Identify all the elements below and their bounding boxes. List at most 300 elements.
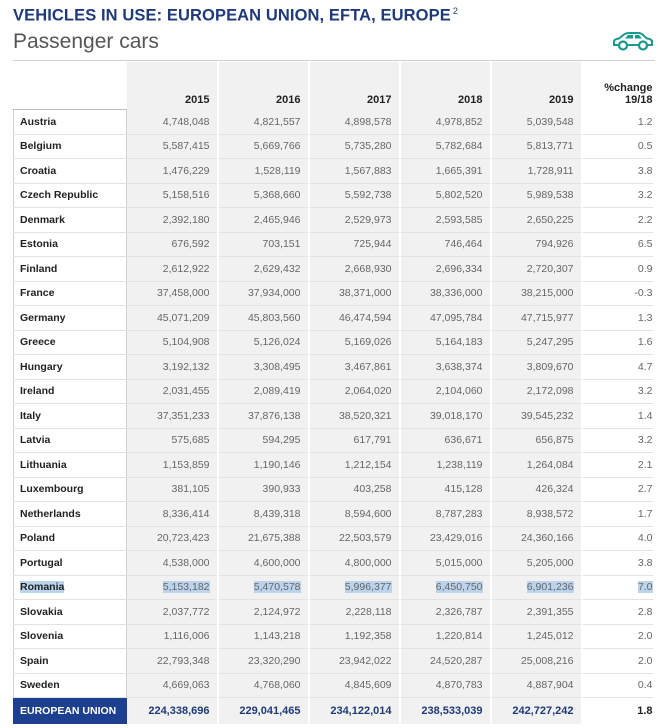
value-cell-text: 5,153,182 — [162, 581, 210, 594]
value-cell-text: 37,458,000 — [156, 287, 210, 300]
value-cell — [400, 183, 491, 208]
value-cell-text: 5,996,377 — [344, 581, 392, 594]
value-cell — [218, 477, 309, 502]
value-cell-text: 37,351,233 — [156, 409, 210, 422]
value-cell-text: 47,095,784 — [429, 311, 483, 324]
value-cell — [218, 526, 309, 551]
pct-change-cell-text: 1.7 — [637, 507, 653, 520]
value-cell-text: 725,944 — [353, 238, 392, 251]
value-cell-text: 22,793,348 — [156, 654, 210, 667]
table-row — [14, 281, 653, 306]
value-cell-text: 23,429,016 — [429, 532, 483, 545]
value-cell — [127, 281, 218, 306]
value-cell — [491, 257, 582, 282]
country-name-cell-text: Belgium — [20, 140, 62, 153]
total-value-cell — [400, 698, 491, 725]
value-cell-text: 381,105 — [171, 483, 210, 496]
country-name-cell — [14, 477, 127, 502]
pct-change-cell — [582, 306, 653, 331]
value-cell-text: 1,476,229 — [162, 164, 210, 177]
value-cell-text: 2,104,060 — [435, 385, 483, 398]
pct-change-cell — [582, 232, 653, 257]
country-name-cell-text: Denmark — [20, 213, 65, 226]
country-name-cell — [14, 673, 127, 698]
value-cell-text: 22,503,579 — [338, 532, 392, 545]
pct-change-cell — [582, 551, 653, 576]
value-cell-text: 1,264,084 — [526, 458, 574, 471]
country-name-cell — [14, 526, 127, 551]
table-row — [14, 232, 653, 257]
value-cell-text: 2,228,118 — [345, 605, 392, 618]
value-cell — [127, 159, 218, 184]
pct-change-cell-text: 0.4 — [637, 679, 653, 692]
value-cell — [218, 355, 309, 380]
pct-change-cell-text: -0.3 — [634, 287, 653, 300]
value-cell — [400, 355, 491, 380]
value-cell — [218, 306, 309, 331]
value-cell-text: 2,392,180 — [162, 213, 210, 226]
value-cell-text: 1,143,218 — [253, 630, 301, 643]
value-cell — [127, 134, 218, 159]
country-name-cell-text: Czech Republic — [20, 189, 99, 202]
table-row — [14, 306, 653, 331]
total-value-cell — [218, 698, 309, 725]
value-cell-text: 2,696,334 — [435, 262, 483, 275]
total-value-cell — [491, 698, 582, 725]
value-cell — [218, 502, 309, 527]
value-cell — [218, 624, 309, 649]
value-cell-text: 5,735,280 — [344, 140, 392, 153]
pct-change-cell — [582, 477, 653, 502]
value-cell-text: 4,600,000 — [253, 556, 301, 569]
value-cell-text: 4,821,557 — [253, 115, 301, 128]
value-cell-text: 575,685 — [171, 434, 210, 447]
pct-change-cell-text: 6.5 — [637, 238, 653, 251]
table-row — [14, 330, 653, 355]
value-cell-text: 3,467,861 — [344, 360, 392, 373]
pct-change-cell — [582, 502, 653, 527]
country-name-cell-text: Poland — [20, 532, 56, 545]
value-cell — [400, 404, 491, 429]
total-name-cell-text: EUROPEAN UNION — [20, 705, 117, 717]
page-title — [13, 6, 458, 26]
value-cell — [491, 232, 582, 257]
country-name-cell — [14, 281, 127, 306]
value-cell-text: 4,870,783 — [435, 679, 483, 692]
value-cell-text: 2,031,455 — [162, 385, 210, 398]
value-cell — [218, 673, 309, 698]
value-cell-text: 4,898,578 — [344, 115, 392, 128]
value-cell — [127, 330, 218, 355]
value-cell-text: 676,592 — [171, 238, 210, 251]
value-cell — [309, 428, 400, 453]
value-cell — [309, 526, 400, 551]
pct-change-cell — [582, 110, 653, 135]
value-cell-text: 1,190,146 — [253, 458, 301, 471]
value-cell-text: 38,215,000 — [520, 287, 574, 300]
value-cell-text: 4,800,000 — [344, 556, 392, 569]
total-value-cell-text: 224,338,696 — [148, 705, 210, 717]
value-cell-text: 5,669,766 — [253, 140, 301, 153]
value-cell — [309, 355, 400, 380]
value-cell — [127, 477, 218, 502]
value-cell — [218, 159, 309, 184]
pct-change-cell — [582, 355, 653, 380]
value-cell — [491, 306, 582, 331]
pct-change-cell — [582, 257, 653, 282]
value-cell-text: 38,520,321 — [338, 409, 392, 422]
country-name-cell — [14, 502, 127, 527]
value-cell-text: 1,567,883 — [344, 164, 392, 177]
value-cell-text: 5,592,738 — [344, 189, 392, 202]
total-value-cell — [309, 698, 400, 725]
value-cell-text: 5,015,000 — [435, 556, 483, 569]
value-cell-text: 5,164,183 — [435, 336, 483, 349]
value-cell-text: 39,545,232 — [520, 409, 574, 422]
value-cell — [400, 502, 491, 527]
value-cell-text: 5,470,578 — [253, 581, 301, 594]
pct-change-cell-text: 0.9 — [637, 262, 653, 275]
value-cell-text: 37,934,000 — [247, 287, 301, 300]
country-name-cell-text: Finland — [20, 262, 58, 275]
country-name-cell-text: Estonia — [20, 238, 58, 251]
value-cell — [400, 232, 491, 257]
value-cell — [491, 526, 582, 551]
pct-change-cell-text: 2.1 — [637, 458, 653, 471]
page-subtitle: Passenger cars — [13, 30, 159, 53]
value-cell-text: 2,064,020 — [344, 385, 392, 398]
value-cell — [309, 600, 400, 625]
value-cell-text: 1,665,391 — [435, 164, 483, 177]
table-row — [14, 257, 653, 282]
pct-change-cell-text: 3.8 — [637, 164, 653, 177]
value-cell-text: 2,529,973 — [344, 213, 392, 226]
value-cell-text: 1,528,119 — [254, 164, 301, 177]
country-name-cell — [14, 600, 127, 625]
value-cell — [309, 208, 400, 233]
pct-change-column-header — [582, 62, 653, 110]
value-cell — [491, 673, 582, 698]
value-cell-text: 3,308,495 — [253, 360, 301, 373]
country-name-cell — [14, 183, 127, 208]
value-cell — [218, 134, 309, 159]
value-cell — [218, 183, 309, 208]
value-cell — [218, 208, 309, 233]
pct-change-cell — [582, 673, 653, 698]
value-cell — [309, 134, 400, 159]
table-row — [14, 649, 653, 674]
value-cell-text: 5,104,908 — [162, 336, 210, 349]
value-cell-text: 2,650,225 — [526, 213, 574, 226]
value-cell-text: 2,391,355 — [526, 605, 574, 618]
value-cell-text: 3,192,132 — [162, 360, 210, 373]
value-cell-text: 21,675,388 — [247, 532, 301, 545]
country-name-cell-text: Austria — [20, 115, 57, 128]
country-name-cell-text: Latvia — [20, 434, 51, 447]
value-cell-text: 4,669,063 — [162, 679, 210, 692]
value-cell-text: 38,371,000 — [338, 287, 392, 300]
value-cell-text: 656,875 — [535, 434, 574, 447]
value-cell — [309, 649, 400, 674]
pct-change-cell-text: 1.4 — [637, 409, 653, 422]
value-cell — [309, 551, 400, 576]
value-cell — [491, 404, 582, 429]
value-cell-text: 5,039,548 — [526, 115, 574, 128]
value-cell — [400, 379, 491, 404]
value-cell-text: 746,464 — [444, 238, 483, 251]
year-column-header: 2019 — [491, 62, 582, 110]
value-cell — [491, 208, 582, 233]
country-name-cell — [14, 306, 127, 331]
table-row — [14, 183, 653, 208]
value-cell-text: 2,612,922 — [162, 262, 210, 275]
total-value-cell-text: 238,533,039 — [421, 705, 483, 717]
value-cell — [491, 624, 582, 649]
value-cell — [400, 624, 491, 649]
title-footnote-marker: 2 — [452, 6, 458, 16]
value-cell-text: 5,989,538 — [526, 189, 574, 202]
value-cell — [127, 379, 218, 404]
country-name-cell-text: Slovakia — [20, 605, 63, 618]
total-pct-change-cell-text: 1.8 — [637, 705, 653, 717]
country-name-cell — [14, 110, 127, 135]
value-cell — [218, 330, 309, 355]
value-cell-text: 3,809,670 — [526, 360, 574, 373]
pct-change-cell — [582, 281, 653, 306]
value-cell-text: 4,978,852 — [435, 115, 483, 128]
value-cell-text: 1,212,154 — [344, 458, 392, 471]
value-cell-text: 1,728,911 — [527, 164, 574, 177]
value-cell — [491, 453, 582, 478]
value-cell — [127, 183, 218, 208]
country-name-cell — [14, 232, 127, 257]
table-row — [14, 208, 653, 233]
country-name-cell-text: Italy — [20, 409, 42, 422]
value-cell-text: 47,715,977 — [520, 311, 574, 324]
value-cell-text: 24,520,287 — [429, 654, 483, 667]
value-cell — [127, 428, 218, 453]
total-name-cell — [14, 698, 127, 725]
table-row — [14, 526, 653, 551]
value-cell — [218, 453, 309, 478]
value-cell-text: 23,320,290 — [247, 654, 301, 667]
country-name-cell-text: Croatia — [20, 164, 57, 177]
value-cell — [309, 477, 400, 502]
value-cell — [127, 110, 218, 135]
value-cell — [127, 453, 218, 478]
country-name-cell-text: Slovenia — [20, 630, 64, 643]
country-name-cell — [14, 453, 127, 478]
value-cell-text: 2,593,585 — [435, 213, 483, 226]
table-row — [14, 110, 653, 135]
value-cell-text: 46,474,594 — [338, 311, 392, 324]
pct-change-cell — [582, 649, 653, 674]
total-row — [14, 698, 653, 725]
table-header-row — [14, 62, 653, 110]
value-cell — [491, 159, 582, 184]
total-value-cell-text: 234,122,014 — [330, 705, 392, 717]
country-name-cell-text: Sweden — [20, 679, 60, 692]
value-cell — [218, 600, 309, 625]
value-cell — [491, 502, 582, 527]
value-cell — [491, 477, 582, 502]
country-name-cell-text: Greece — [20, 336, 56, 349]
value-cell — [491, 551, 582, 576]
pct-change-header-line2: 19/18 — [624, 93, 653, 106]
pct-change-cell — [582, 624, 653, 649]
country-name-cell-text: France — [20, 287, 55, 300]
title-text: VEHICLES IN USE: EUROPEAN UNION, EFTA, EUROPE — [13, 6, 451, 25]
value-cell — [309, 575, 400, 600]
value-cell-text: 1,153,859 — [162, 458, 210, 471]
value-cell-text: 4,887,904 — [526, 679, 574, 692]
table-row — [14, 673, 653, 698]
value-cell — [309, 110, 400, 135]
value-cell — [127, 551, 218, 576]
value-cell — [400, 428, 491, 453]
value-cell — [400, 526, 491, 551]
value-cell — [400, 208, 491, 233]
value-cell — [127, 600, 218, 625]
value-cell-text: 8,594,600 — [344, 507, 392, 520]
value-cell-text: 5,247,295 — [526, 336, 574, 349]
value-cell — [218, 649, 309, 674]
value-cell-text: 5,205,000 — [526, 556, 574, 569]
value-cell-text: 5,813,771 — [526, 140, 574, 153]
pct-change-cell — [582, 575, 653, 600]
value-cell — [127, 355, 218, 380]
value-cell-text: 8,336,414 — [162, 507, 210, 520]
value-cell — [400, 159, 491, 184]
value-cell — [127, 649, 218, 674]
pct-change-cell — [582, 600, 653, 625]
value-cell-text: 794,926 — [535, 238, 574, 251]
value-cell — [491, 600, 582, 625]
country-name-cell — [14, 551, 127, 576]
value-cell — [491, 575, 582, 600]
table-row — [14, 502, 653, 527]
year-column-header: 2016 — [218, 62, 309, 110]
vehicles-table — [13, 62, 653, 724]
value-cell-text: 38,336,000 — [429, 287, 483, 300]
value-cell — [309, 257, 400, 282]
value-cell-text: 8,787,283 — [435, 507, 483, 520]
value-cell — [218, 551, 309, 576]
value-cell-text: 426,324 — [535, 483, 574, 496]
value-cell-text: 403,258 — [353, 483, 392, 496]
value-cell-text: 39,018,170 — [429, 409, 483, 422]
value-cell-text: 4,748,048 — [162, 115, 210, 128]
pct-change-cell-text: 2.8 — [637, 605, 653, 618]
country-name-cell — [14, 379, 127, 404]
pct-change-cell-text: 2.0 — [637, 654, 653, 667]
total-value-cell-text: 242,727,242 — [512, 705, 574, 717]
value-cell-text: 5,802,520 — [435, 189, 483, 202]
total-value-cell — [127, 698, 218, 725]
value-cell-text: 6,901,236 — [526, 581, 574, 594]
table-row — [14, 575, 653, 600]
value-cell-text: 25,008,216 — [520, 654, 574, 667]
country-name-cell — [14, 159, 127, 184]
pct-change-cell-text: 0.5 — [637, 140, 653, 153]
country-name-cell — [14, 649, 127, 674]
total-pct-change-cell — [582, 698, 653, 725]
value-cell — [218, 110, 309, 135]
value-cell-text: 20,723,423 — [156, 532, 210, 545]
pct-change-cell-text: 4.0 — [637, 532, 653, 545]
table-row — [14, 355, 653, 380]
country-name-cell-text: Lithuania — [20, 458, 67, 471]
table-row — [14, 624, 653, 649]
table-row — [14, 428, 653, 453]
table-row — [14, 159, 653, 184]
value-cell — [400, 453, 491, 478]
value-cell — [491, 110, 582, 135]
value-cell — [309, 673, 400, 698]
pct-change-cell — [582, 330, 653, 355]
header-divider — [13, 60, 655, 61]
value-cell-text: 5,587,415 — [162, 140, 210, 153]
value-cell-text: 45,071,209 — [156, 311, 210, 324]
total-value-cell-text: 229,041,465 — [239, 705, 301, 717]
country-name-cell — [14, 404, 127, 429]
value-cell-text: 2,465,946 — [253, 213, 301, 226]
value-cell — [309, 453, 400, 478]
value-cell-text: 415,128 — [444, 483, 483, 496]
table-row — [14, 551, 653, 576]
country-name-cell-text: Ireland — [20, 385, 55, 398]
pct-change-cell — [582, 379, 653, 404]
value-cell — [309, 306, 400, 331]
pct-change-cell — [582, 208, 653, 233]
value-cell — [400, 306, 491, 331]
pct-change-cell-text: 7.0 — [637, 581, 653, 594]
country-name-cell — [14, 257, 127, 282]
pct-change-cell-text: 1.3 — [637, 311, 653, 324]
value-cell-text: 617,791 — [353, 434, 392, 447]
country-name-cell — [14, 134, 127, 159]
value-cell-text: 1,192,358 — [344, 630, 392, 643]
year-column-header: 2015 — [127, 62, 218, 110]
country-name-cell — [14, 575, 127, 600]
pct-change-cell-text: 3.2 — [637, 385, 653, 398]
table-row — [14, 404, 653, 429]
value-cell — [491, 330, 582, 355]
value-cell — [309, 232, 400, 257]
pct-change-cell — [582, 159, 653, 184]
value-cell-text: 8,439,318 — [253, 507, 301, 520]
country-name-cell-text: Netherlands — [20, 507, 81, 520]
value-cell-text: 4,768,060 — [253, 679, 301, 692]
country-name-cell — [14, 330, 127, 355]
value-cell-text: 1,116,006 — [163, 630, 210, 643]
value-cell — [309, 159, 400, 184]
value-cell — [400, 257, 491, 282]
pct-change-cell-text: 2.0 — [637, 630, 653, 643]
pct-change-cell-text: 4.7 — [637, 360, 653, 373]
pct-change-cell-text: 1.6 — [637, 336, 653, 349]
value-cell — [491, 183, 582, 208]
value-cell — [309, 379, 400, 404]
table-row — [14, 379, 653, 404]
country-name-cell-text: Spain — [20, 654, 49, 667]
value-cell-text: 5,368,660 — [253, 189, 301, 202]
table-row — [14, 600, 653, 625]
country-column-header — [14, 62, 127, 110]
value-cell — [218, 232, 309, 257]
value-cell-text: 2,124,972 — [253, 605, 301, 618]
value-cell — [127, 502, 218, 527]
